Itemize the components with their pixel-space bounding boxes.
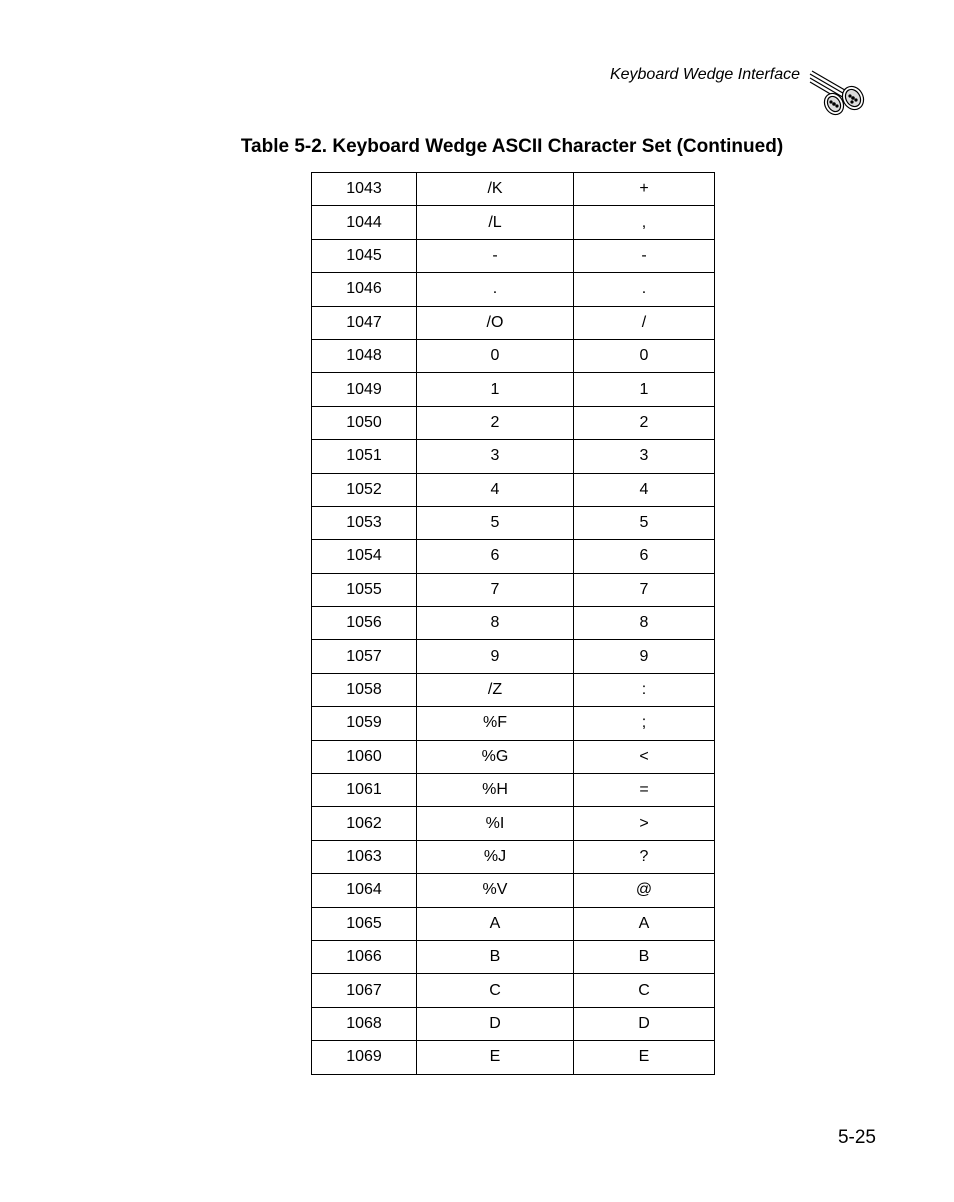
table-row	[312, 306, 715, 339]
keystroke-cell: D	[574, 1007, 715, 1040]
full-ascii-code-cell: 7	[417, 573, 574, 606]
ascii-value-cell: 1056	[312, 607, 417, 640]
ascii-value-cell: 1050	[312, 406, 417, 439]
ascii-value-cell: 1065	[312, 907, 417, 940]
keystroke-cell: 2	[574, 406, 715, 439]
ascii-value-cell: 1068	[312, 1007, 417, 1040]
table-row	[312, 1041, 715, 1074]
keystroke-cell: 3	[574, 440, 715, 473]
ascii-value-cell: 1054	[312, 540, 417, 573]
table-row	[312, 273, 715, 306]
running-header: Keyboard Wedge Interface	[609, 66, 800, 83]
ascii-value-cell: 1052	[312, 473, 417, 506]
full-ascii-code-cell: -	[417, 239, 574, 272]
keystroke-cell: +	[574, 173, 715, 206]
table-row	[312, 473, 715, 506]
full-ascii-code-cell: /K	[417, 173, 574, 206]
full-ascii-code-cell: %H	[417, 774, 574, 807]
keystroke-cell: C	[574, 974, 715, 1007]
keystroke-cell: ?	[574, 840, 715, 873]
table-row	[312, 774, 715, 807]
full-ascii-code-cell: D	[417, 1007, 574, 1040]
ascii-value-cell: 1061	[312, 774, 417, 807]
ascii-value-cell: 1053	[312, 506, 417, 539]
ascii-value-cell: 1060	[312, 740, 417, 773]
table-body	[312, 173, 715, 1075]
ascii-value-cell: 1069	[312, 1041, 417, 1074]
ascii-value-cell: 1048	[312, 339, 417, 372]
full-ascii-code-cell: 6	[417, 540, 574, 573]
table-row	[312, 540, 715, 573]
full-ascii-code-cell: %V	[417, 874, 574, 907]
ascii-character-table	[311, 172, 715, 1075]
ascii-value-cell: 1057	[312, 640, 417, 673]
keystroke-cell: =	[574, 774, 715, 807]
keystroke-cell: 1	[574, 373, 715, 406]
full-ascii-code-cell: 4	[417, 473, 574, 506]
ascii-value-cell: 1067	[312, 974, 417, 1007]
table-row	[312, 673, 715, 706]
table-row	[312, 874, 715, 907]
table-row	[312, 640, 715, 673]
ascii-value-cell: 1045	[312, 239, 417, 272]
ascii-value-cell: 1046	[312, 273, 417, 306]
keystroke-cell: 6	[574, 540, 715, 573]
ascii-value-cell: 1063	[312, 840, 417, 873]
table-row	[312, 406, 715, 439]
keystroke-cell: 9	[574, 640, 715, 673]
keystroke-cell: -	[574, 239, 715, 272]
table-row	[312, 840, 715, 873]
table-row	[312, 339, 715, 372]
keystroke-cell: 8	[574, 607, 715, 640]
ascii-value-cell: 1062	[312, 807, 417, 840]
ascii-value-cell: 1064	[312, 874, 417, 907]
keystroke-cell: /	[574, 306, 715, 339]
table-row	[312, 373, 715, 406]
table-row	[312, 707, 715, 740]
keystroke-cell: 5	[574, 506, 715, 539]
full-ascii-code-cell: 3	[417, 440, 574, 473]
ascii-value-cell: 1055	[312, 573, 417, 606]
full-ascii-code-cell: 0	[417, 339, 574, 372]
table-row	[312, 440, 715, 473]
ascii-value-cell: 1058	[312, 673, 417, 706]
full-ascii-code-cell: %J	[417, 840, 574, 873]
full-ascii-code-cell: /Z	[417, 673, 574, 706]
table-row	[312, 907, 715, 940]
keystroke-cell: @	[574, 874, 715, 907]
ascii-value-cell: 1059	[312, 707, 417, 740]
table-row	[312, 206, 715, 239]
table-row	[312, 1007, 715, 1040]
keystroke-cell: A	[574, 907, 715, 940]
ascii-value-cell: 1066	[312, 940, 417, 973]
full-ascii-code-cell: B	[417, 940, 574, 973]
keystroke-cell: .	[574, 273, 715, 306]
full-ascii-code-cell: 8	[417, 607, 574, 640]
full-ascii-code-cell: %I	[417, 807, 574, 840]
full-ascii-code-cell: C	[417, 974, 574, 1007]
table-row	[312, 573, 715, 606]
full-ascii-code-cell: 1	[417, 373, 574, 406]
keystroke-cell: :	[574, 673, 715, 706]
full-ascii-code-cell: 5	[417, 506, 574, 539]
keystroke-cell: B	[574, 940, 715, 973]
full-ascii-code-cell: .	[417, 273, 574, 306]
ascii-value-cell: 1044	[312, 206, 417, 239]
table-row	[312, 974, 715, 1007]
ascii-value-cell: 1047	[312, 306, 417, 339]
full-ascii-code-cell: /O	[417, 306, 574, 339]
ascii-value-cell: 1049	[312, 373, 417, 406]
keystroke-cell: >	[574, 807, 715, 840]
ascii-value-cell: 1051	[312, 440, 417, 473]
full-ascii-code-cell: %F	[417, 707, 574, 740]
full-ascii-code-cell: 2	[417, 406, 574, 439]
table-row	[312, 173, 715, 206]
page-number: 5-25	[837, 1127, 876, 1148]
table-row	[312, 940, 715, 973]
keystroke-cell: E	[574, 1041, 715, 1074]
table-row	[312, 740, 715, 773]
table-row	[312, 506, 715, 539]
keystroke-cell: 0	[574, 339, 715, 372]
keystroke-cell: ;	[574, 707, 715, 740]
keystroke-cell: 7	[574, 573, 715, 606]
full-ascii-code-cell: A	[417, 907, 574, 940]
full-ascii-code-cell: /L	[417, 206, 574, 239]
table-row	[312, 607, 715, 640]
full-ascii-code-cell: 9	[417, 640, 574, 673]
keystroke-cell: <	[574, 740, 715, 773]
keystroke-cell: 4	[574, 473, 715, 506]
ascii-value-cell: 1043	[312, 173, 417, 206]
table-row	[312, 239, 715, 272]
keyboard-wedge-connector-icon	[808, 68, 872, 124]
keystroke-cell: ,	[574, 206, 715, 239]
full-ascii-code-cell: %G	[417, 740, 574, 773]
full-ascii-code-cell: E	[417, 1041, 574, 1074]
table-row	[312, 807, 715, 840]
table-title: Table 5-2. Keyboard Wedge ASCII Character Set (Continued)	[240, 136, 784, 157]
